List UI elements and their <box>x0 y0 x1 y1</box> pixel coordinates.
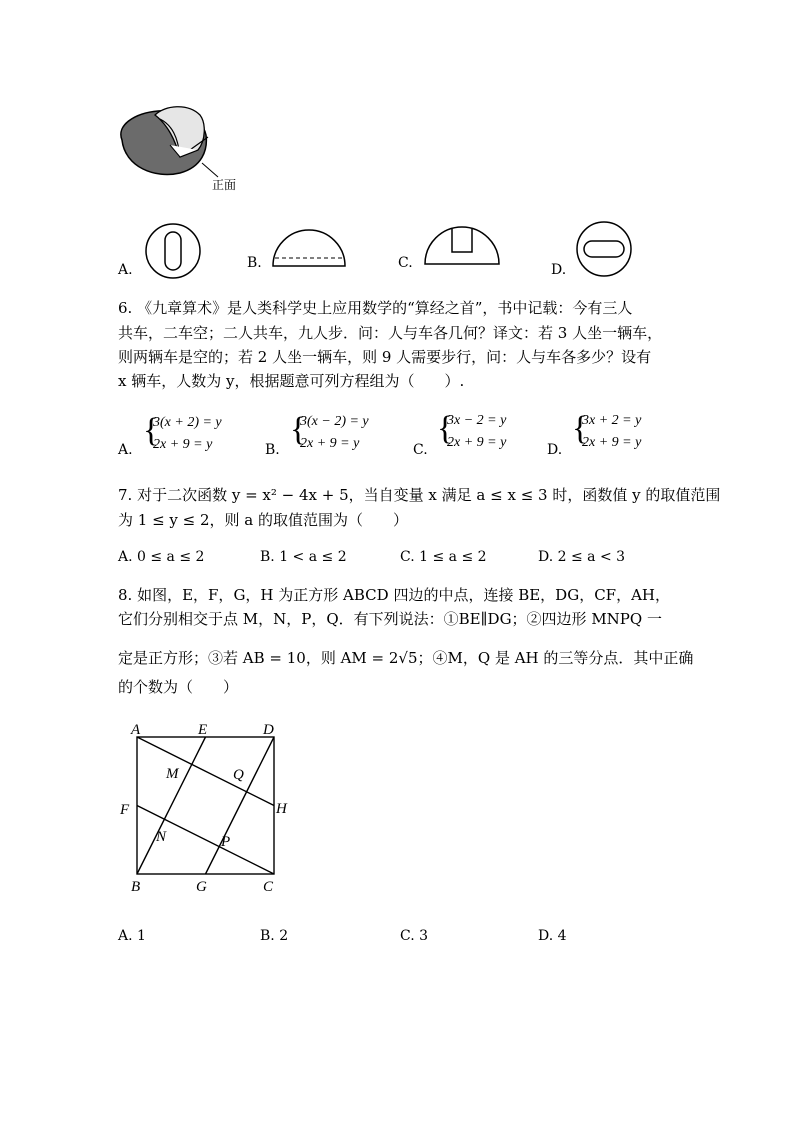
q6-option-a-eq1: 3(x + 2) = y <box>153 415 222 430</box>
q6-option-b-eq2: 2x + 9 = y <box>300 436 360 451</box>
label-m: M <box>166 766 179 782</box>
q6-option-b-label[interactable]: B. <box>265 442 280 458</box>
square-figure <box>110 715 300 900</box>
label-f: F <box>120 802 130 818</box>
q8-option-a[interactable]: A. 1 <box>118 928 146 944</box>
square-abcd <box>137 737 274 874</box>
label-q: Q <box>233 767 244 783</box>
q5-option-c-figure[interactable] <box>422 226 502 268</box>
q6-option-d-eq1: 3x + 2 = y <box>582 413 642 428</box>
q6-text-line-1: 6. 《九章算术》是人类科学史上应用数学的“算经之首”，书中记载：今有三人 <box>118 299 633 317</box>
q6-option-a-label[interactable]: A. <box>118 442 133 458</box>
label-b: B <box>131 879 141 895</box>
q8-text-line-4: 的个数为（ ） <box>118 678 239 696</box>
label-c: C <box>263 879 274 895</box>
q6-option-d-eq2: 2x + 9 = y <box>582 435 642 450</box>
front-view-label: 正面 <box>212 178 237 192</box>
q6-option-d-brace: { <box>572 410 589 447</box>
q8-text-line-2: 它们分别相交于点 M，N，P，Q．有下列说法：①BE∥DG；②四边形 MNPQ 一 <box>118 610 662 628</box>
q6-option-b-brace: { <box>290 411 307 448</box>
label-h: H <box>276 801 287 817</box>
solid-figure <box>110 95 260 200</box>
label-d: D <box>263 722 274 738</box>
q6-option-a-eq2: 2x + 9 = y <box>153 437 213 452</box>
q5-option-b-label[interactable]: B. <box>247 255 262 271</box>
q8-text-line-3: 定是正方形；③若 AB = 10，则 AM = 2√5；④M，Q 是 AH 的三等分点．其中正确 <box>118 649 694 667</box>
q8-text-line-1: 8. 如图，E，F，G，H 为正方形 ABCD 四边的中点，连接 BE，DG，CF，AH， <box>118 586 670 604</box>
q7-option-b[interactable]: B. 1 < a ≤ 2 <box>260 549 347 565</box>
q8-option-c[interactable]: C. 3 <box>400 928 429 944</box>
q5-option-b-figure[interactable] <box>270 228 348 270</box>
q5-option-d-figure[interactable] <box>574 220 634 278</box>
q6-option-c-brace: { <box>437 410 454 447</box>
q6-option-a-brace: { <box>143 412 160 449</box>
q5-option-a-label[interactable]: A. <box>118 262 133 278</box>
segment-be <box>137 737 206 874</box>
q5-option-c-label[interactable]: C. <box>398 255 413 271</box>
q7-option-d[interactable]: D. 2 ≤ a < 3 <box>538 549 626 565</box>
q7-text-line-2: 为 1 ≤ y ≤ 2，则 a 的取值范围为（ ） <box>118 511 409 529</box>
label-g: G <box>196 879 207 895</box>
q6-text-line-4: x 辆车，人数为 y，根据题意可列方程组为（ ）. <box>118 372 465 390</box>
q6-option-c-eq1: 3x − 2 = y <box>447 413 507 428</box>
label-a: A <box>131 722 141 738</box>
q8-option-b[interactable]: B. 2 <box>260 928 289 944</box>
segment-ah <box>137 737 274 806</box>
label-e: E <box>198 722 208 738</box>
q6-option-b-eq1: 3(x − 2) = y <box>300 414 369 429</box>
q7-text-line-1: 7. 对于二次函数 y = x² − 4x + 5，当自变量 x 满足 a ≤ x ≤ 3 时，函数值 y 的取值范围 <box>118 486 721 504</box>
label-n: N <box>156 829 167 845</box>
label-p: P <box>221 834 231 850</box>
q6-text-line-3: 则两辆车是空的；若 2 人坐一辆车，则 9 人需要步行，问：人与车各多少？设有 <box>118 348 652 366</box>
q6-option-c-label[interactable]: C. <box>413 442 428 458</box>
q7-option-a[interactable]: A. 0 ≤ a ≤ 2 <box>118 549 205 565</box>
q6-option-c-eq2: 2x + 9 = y <box>447 435 507 450</box>
segment-dg <box>206 737 275 874</box>
q7-option-c[interactable]: C. 1 ≤ a ≤ 2 <box>400 549 487 565</box>
q5-option-a-figure[interactable] <box>142 222 204 280</box>
q6-option-d-label[interactable]: D. <box>547 442 563 458</box>
q5-option-d-label[interactable]: D. <box>551 262 567 278</box>
q8-option-d[interactable]: D. 4 <box>538 928 567 944</box>
q6-text-line-2: 共车，二车空；二人共车，九人步．问：人与车各几何？译文：若 3 人坐一辆车， <box>118 324 663 342</box>
